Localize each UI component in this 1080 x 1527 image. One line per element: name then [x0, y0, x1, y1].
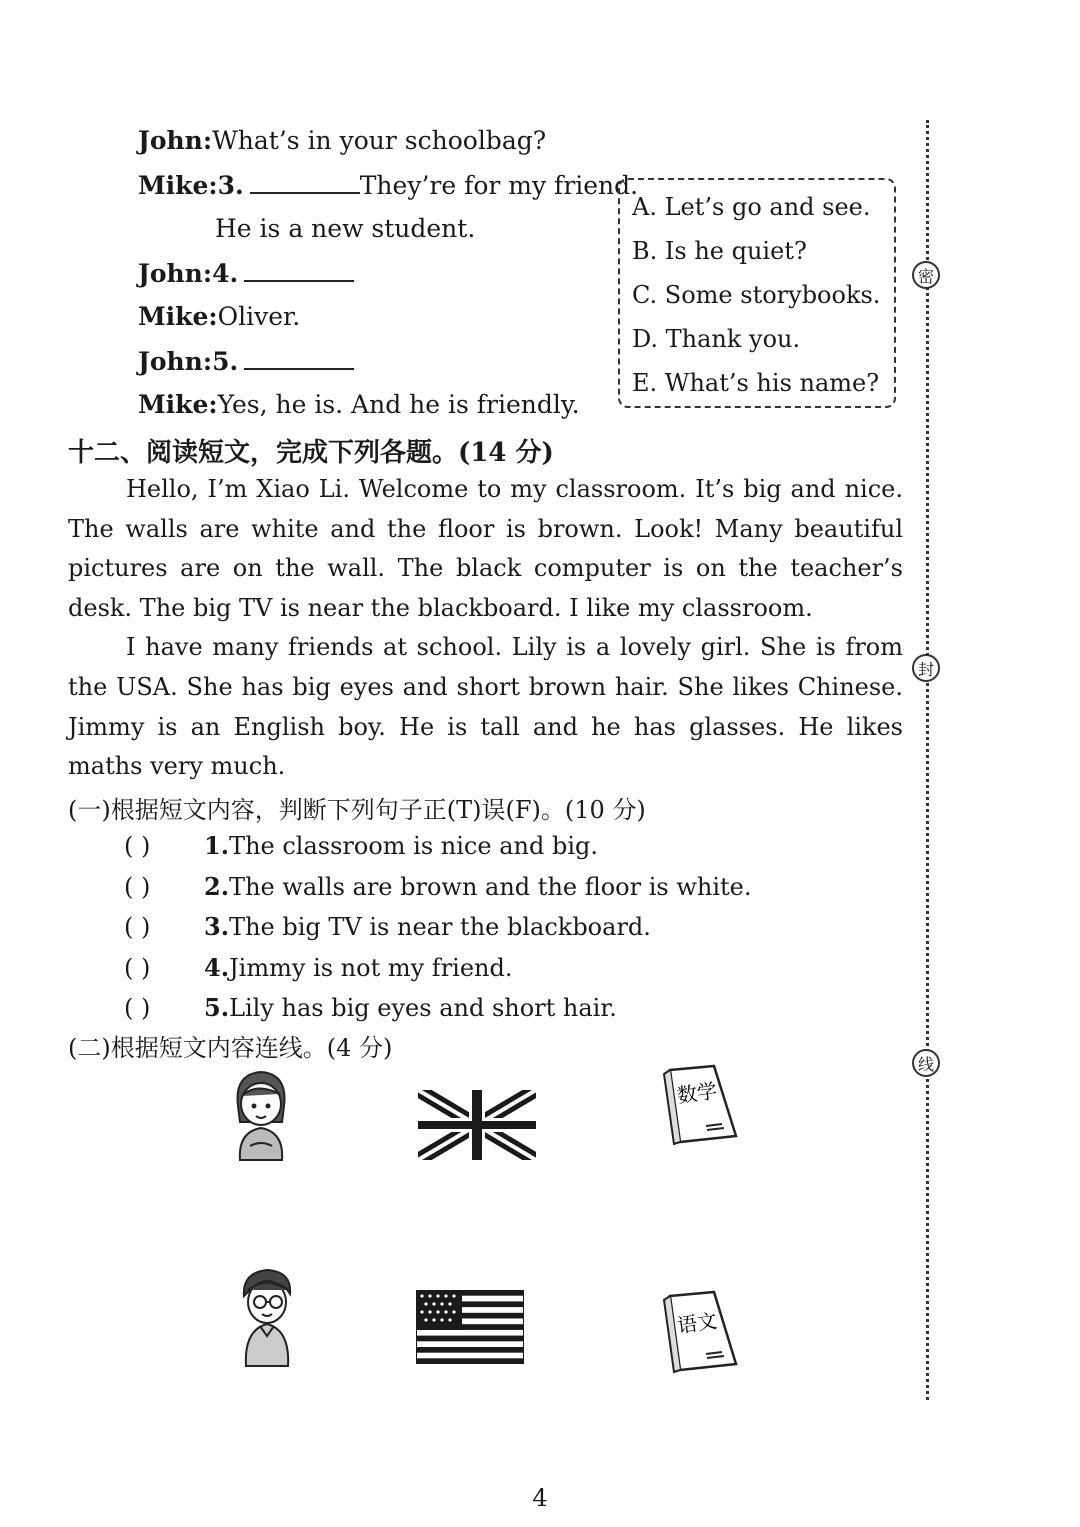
- question-number: 1.: [204, 831, 230, 860]
- boy-illustration[interactable]: [236, 1266, 298, 1368]
- answer-paren[interactable]: ( ): [124, 832, 151, 860]
- option-d: D. Thank you.: [632, 325, 801, 353]
- question-text: The big TV is near the blackboard.: [229, 913, 651, 942]
- option-a: A. Let’s go and see.: [632, 193, 871, 221]
- chinese-book-illustration[interactable]: [660, 1290, 740, 1374]
- speaker: John:: [138, 259, 213, 288]
- maths-book-illustration[interactable]: [660, 1064, 740, 1146]
- answer-paren[interactable]: ( ): [124, 913, 151, 942]
- margin-mark-xian: 线: [912, 1049, 940, 1077]
- part2-title: (二)根据短文内容连线。(4 分): [68, 1034, 393, 1062]
- question-number: 3.: [204, 912, 230, 942]
- question-text: The classroom is nice and big.: [229, 832, 598, 860]
- uk-flag-illustration[interactable]: [418, 1090, 536, 1160]
- question-text: Lily has big eyes and short hair.: [229, 994, 617, 1023]
- speaker: John:: [138, 126, 213, 155]
- dialogue-line-1: [138, 126, 546, 156]
- question-text: Jimmy is not my friend.: [229, 953, 513, 982]
- speaker: Mike:: [138, 171, 218, 200]
- passage-paragraph-1: Hello, I’m Xiao Li. Welcome to my classroom. It’s big and nice. The walls are white and the floor is brown. Look! Many beautiful pictures are on the wall. The black computer is on the teacher’s desk. The big TV is near the blackboard. I like my classroom.: [68, 475, 903, 622]
- line-text: What’s in your schoolbag?: [212, 126, 547, 155]
- dialogue-line-6: [138, 346, 354, 377]
- question-number: 5.: [212, 347, 239, 376]
- line-text: They’re for my friend.: [359, 171, 639, 200]
- girl-illustration[interactable]: [226, 1066, 296, 1162]
- tf-question: [124, 826, 752, 867]
- answer-paren[interactable]: ( ): [124, 953, 151, 982]
- speaker: Mike:: [138, 302, 218, 331]
- tf-question: [124, 948, 752, 989]
- tf-question: [124, 867, 752, 908]
- question-text: The walls are brown and the floor is white.: [229, 872, 752, 901]
- usa-flag-illustration[interactable]: [416, 1290, 524, 1364]
- line-text: Oliver.: [217, 302, 301, 331]
- answer-paren[interactable]: ( ): [124, 872, 151, 901]
- line-text: He is a new student.: [215, 214, 476, 243]
- line-text: Yes, he is. And he is friendly.: [217, 390, 580, 419]
- question-number: 4.: [204, 952, 230, 982]
- speaker: John:: [138, 347, 213, 376]
- margin-mark-mi: 密: [912, 261, 940, 289]
- page-number: 4: [532, 1484, 548, 1512]
- option-c: C. Some storybooks.: [632, 281, 881, 309]
- option-b: B. Is he quiet?: [632, 237, 807, 265]
- question-number: 5.: [204, 993, 230, 1023]
- book-title: 数学: [675, 1078, 719, 1108]
- tf-question-list: [124, 826, 752, 1029]
- passage-paragraph-2: I have many friends at school. Lily is a lovely girl. She is from the USA. She has big eyes and short brown hair. She likes Chinese. Jimmy is an English boy. He is tall and he has glasses. He likes maths very much.: [68, 633, 903, 781]
- tf-question: [124, 907, 752, 948]
- tf-question: [124, 988, 752, 1029]
- dialogue-line-3: [215, 214, 475, 244]
- binding-dotted-line: [926, 120, 929, 1400]
- dialogue-line-7: [138, 390, 580, 420]
- reading-passage: [68, 470, 903, 787]
- options-box: [618, 178, 896, 408]
- answer-paren[interactable]: ( ): [124, 994, 151, 1023]
- question-number: 4.: [212, 259, 239, 288]
- dialogue-line-4: [138, 258, 354, 289]
- book-title: 语文: [675, 1308, 719, 1338]
- question-number: 3.: [217, 171, 244, 200]
- dialogue-line-2: [138, 170, 638, 201]
- answer-blank[interactable]: [244, 258, 354, 282]
- answer-blank[interactable]: [250, 170, 360, 194]
- dialogue-line-5: [138, 302, 300, 332]
- margin-mark-feng: 封: [912, 654, 940, 682]
- part1-title: (一)根据短文内容，判断下列句子正(T)误(F)。(10 分): [68, 796, 646, 824]
- option-e: E. What’s his name?: [632, 369, 880, 397]
- answer-blank[interactable]: [244, 346, 354, 370]
- section-title: 十二、阅读短文，完成下列各题。(14 分): [68, 438, 554, 468]
- speaker: Mike:: [138, 390, 218, 419]
- question-number: 2.: [204, 871, 230, 901]
